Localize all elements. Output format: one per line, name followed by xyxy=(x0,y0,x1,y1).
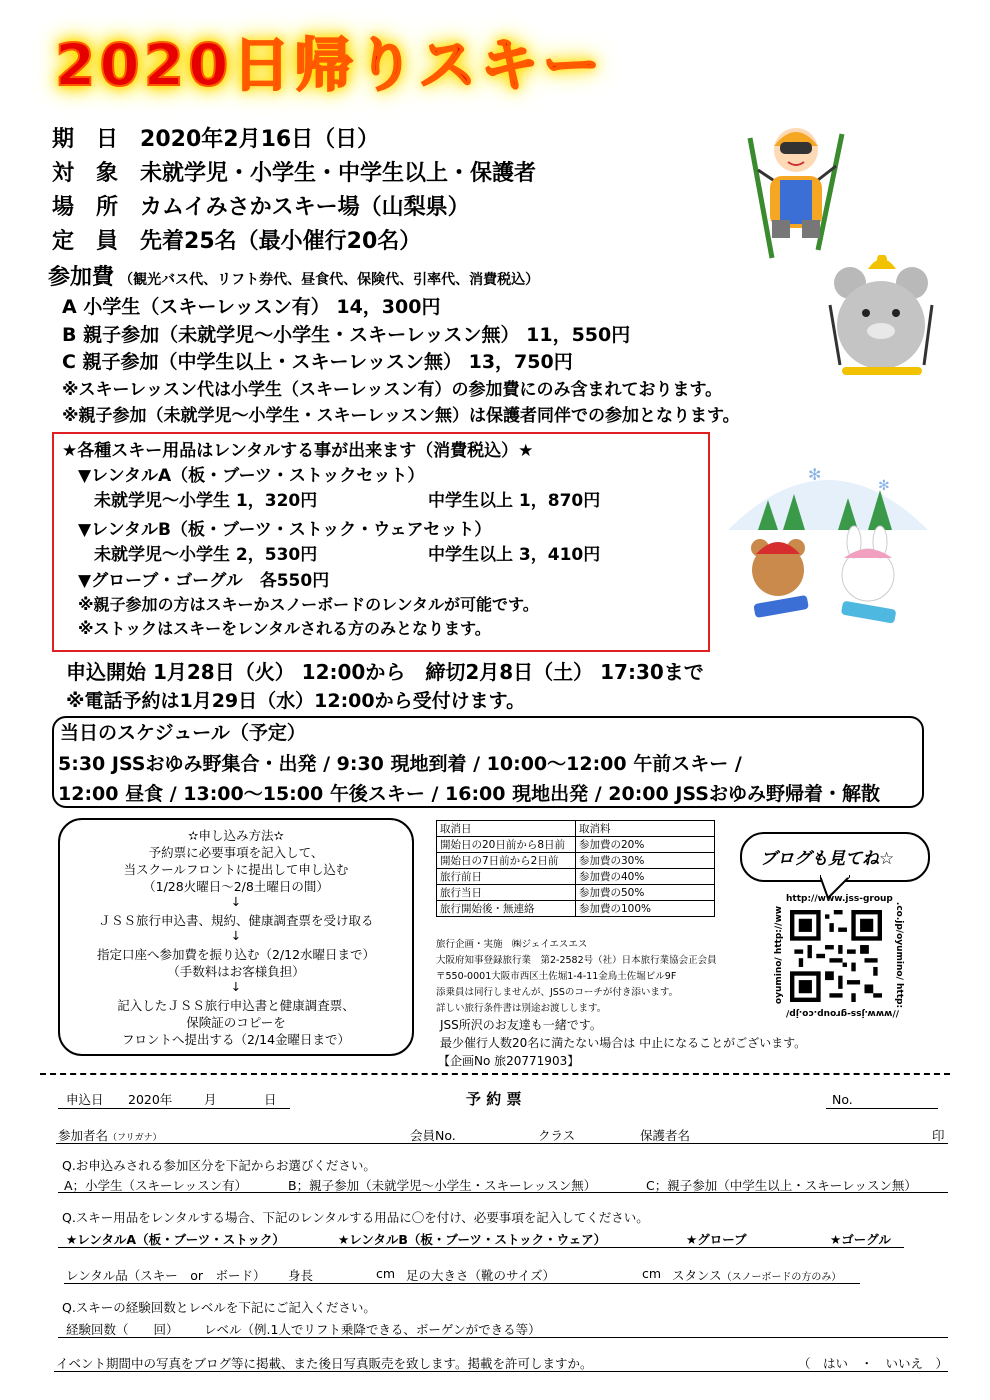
schedule-line-1: 5:30 JSSおゆみ野集合・出発 / 9:30 現地到着 / 10:00～12:00 午前スキー / xyxy=(58,753,742,775)
rental-a-title: ▼レンタルA（板・ブーツ・ストックセット） xyxy=(78,466,425,486)
table-cell: 開始日の7日前から2日前 xyxy=(437,853,576,869)
q2-option-a[interactable]: ★レンタルA（板・ブーツ・ストック） xyxy=(66,1232,285,1247)
q2-option-glove[interactable]: ★グローブ xyxy=(686,1232,747,1247)
howto-line: 保険証のコピーを xyxy=(186,1015,286,1030)
q1-line xyxy=(58,1192,948,1193)
participant-name-text: 参加者名 xyxy=(58,1128,109,1143)
table-row xyxy=(437,901,715,917)
apply-period: 申込開始 1月28日（火） 12:00から 締切2月8日（土） 17:30まで xyxy=(66,660,704,684)
seal-label: 印 xyxy=(932,1128,945,1143)
howto-title: ✫申し込み方法✫ xyxy=(188,828,284,843)
table-row xyxy=(437,853,715,869)
howto-line: 記入したＪＳＳ旅行申込書と健康調査票、 xyxy=(117,998,355,1013)
fee-label: 参加費 xyxy=(48,265,115,290)
photo-consent-choice[interactable]: （ はい ・ いいえ ） xyxy=(798,1356,949,1371)
name-row-line xyxy=(56,1143,948,1144)
apply-date-line xyxy=(58,1108,290,1109)
q1-text: Q.お申込みされる参加区分を下記からお選びください。 xyxy=(62,1158,376,1173)
q3-text: Q.スキーの経験回数とレベルを下記にご記入ください。 xyxy=(62,1300,376,1315)
table-cell: 旅行前日 xyxy=(437,869,576,885)
cancel-table xyxy=(436,820,715,917)
capacity-label: 定 員 xyxy=(52,229,119,254)
howto-line: 指定口座へ参加費を振り込む（2/12水曜日まで） xyxy=(96,947,376,962)
blog-url-bottom: //www.jss-group.co.jp/ xyxy=(786,1008,899,1018)
blog-url-right: .co.jp/oyumino/ http: xyxy=(894,901,905,1009)
howto-line: フロントへ提出する（2/14金曜日まで） xyxy=(121,1032,351,1047)
height-label: 身長 xyxy=(288,1268,314,1283)
place-value: カムイみさかスキー場（山梨県） xyxy=(140,195,470,220)
rental-b-mid: 中学生以上 3，410円 xyxy=(428,545,601,565)
capacity-row xyxy=(52,224,421,255)
fee-note: （観光バス代、リフト券代、昼食代、保険代、引率代、消費税込） xyxy=(119,272,540,288)
place-label: 場 所 xyxy=(52,195,119,220)
fee-note-2: ※親子参加（未就学児～小学生・スキーレッスン無）は保護者同伴での参加となります。 xyxy=(62,406,740,426)
table-row xyxy=(437,885,715,901)
table-cell: 参加費の20% xyxy=(576,837,715,853)
participant-name-label xyxy=(58,1126,162,1144)
class-label: クラス xyxy=(538,1128,576,1143)
q2-line xyxy=(58,1247,904,1248)
arrow-down-icon: ↓ xyxy=(230,928,242,943)
q2-option-b[interactable]: ★レンタルB（板・ブーツ・ストック・ウェア） xyxy=(338,1232,607,1247)
table-cell: 開始日の20日前から8日前 xyxy=(437,837,576,853)
svg-text:✻: ✻ xyxy=(878,478,890,494)
skier-illustration xyxy=(742,120,852,260)
apply-year: 2020年 xyxy=(128,1092,173,1107)
table-header-cell: 取消料 xyxy=(576,821,715,837)
schedule-title: 当日のスケジュール（予定） xyxy=(60,722,306,744)
rental-b-small: 未就学児～小学生 2，530円 xyxy=(94,545,318,565)
rental-note-2: ※ストックはスキーをレンタルされる方のみとなります。 xyxy=(78,619,491,638)
howto-line: 予約票に必要事項を記入して、 xyxy=(148,845,324,860)
table-cell: 参加費の100% xyxy=(576,901,715,917)
arrow-down-icon: ↓ xyxy=(230,979,242,994)
foot-size-unit: cm xyxy=(642,1266,662,1281)
level-label: レベル（例.1人でリフト乗降できる、ボーゲンができる等） xyxy=(204,1322,541,1337)
form-no-line xyxy=(826,1108,938,1109)
fee-b: B 親子参加（未就学児～小学生・スキーレッスン無） 11，550円 xyxy=(62,324,631,346)
rental-heading: ★各種スキー用品はレンタルする事が出来ます（消費税込）★ xyxy=(62,441,534,461)
fee-a: A 小学生（スキーレッスン有） 14，300円 xyxy=(62,296,441,318)
height-unit: cm xyxy=(376,1266,396,1281)
company-line: JSS所沢のお友達も一緒です。 xyxy=(440,1018,602,1032)
company-line: 最少催行人数20名に満たない場合は 中止になることがございます。 xyxy=(440,1036,807,1050)
photo-consent-text: イベント期間中の写真をブログ等に掲載、また後日写真販売を致します。掲載を許可しますか。 xyxy=(56,1356,593,1371)
mouse-illustration xyxy=(820,255,940,385)
table-header-cell: 取消日 xyxy=(437,821,576,837)
q1-option-b[interactable]: B；親子参加（未就学児～小学生・スキーレッスン無） xyxy=(288,1178,597,1193)
q1-option-c[interactable]: C；親子参加（中学生以上・スキーレッスン無） xyxy=(646,1178,917,1193)
rental-glove: ▼グローブ・ゴーグル 各550円 xyxy=(78,571,330,591)
stance-text: スタンス xyxy=(672,1268,722,1283)
member-no-label: 会員No. xyxy=(410,1128,456,1143)
table-row xyxy=(437,837,715,853)
page-title: 2020日帰りスキー xyxy=(55,31,605,99)
fee-note-1: ※スキーレッスン代は小学生（スキーレッスン有）の参加費にのみ含まれております。 xyxy=(62,380,723,400)
experience-count: 経験回数（ 回） xyxy=(66,1322,179,1337)
phone-note: ※電話予約は1月29日（水）12:00から受付けます。 xyxy=(66,690,526,712)
target-label: 対 象 xyxy=(52,161,119,186)
q3-line xyxy=(58,1337,948,1338)
company-line: 旅行企画・実施 ㈱ジェイエスエス xyxy=(436,939,588,950)
rental-detail-line xyxy=(64,1283,860,1284)
stance-label xyxy=(672,1266,841,1284)
date-label: 期 日 xyxy=(52,127,119,152)
fee-c: C 親子参加（中学生以上・スキーレッスン無） 13，750円 xyxy=(62,351,573,373)
apply-date-label: 申込日 xyxy=(66,1092,104,1107)
howto-line: ＪＳＳ旅行申込書、規約、健康調査票を受け取る xyxy=(98,913,374,928)
stance-note: （スノーボードの方のみ） xyxy=(721,1272,842,1283)
form-no: No. xyxy=(832,1092,853,1107)
rental-b-title: ▼レンタルB（板・ブーツ・ストック・ウェアセット） xyxy=(78,520,492,540)
arrow-down-icon: ↓ xyxy=(230,894,242,909)
capacity-value: 先着25名（最小催行20名） xyxy=(140,229,422,254)
table-header-row xyxy=(437,821,715,837)
target-value: 未就学児・小学生・中学生以上・保護者 xyxy=(140,161,537,186)
blog-bubble-text: ブログも見てね☆ xyxy=(760,849,895,869)
table-cell: 参加費の50% xyxy=(576,885,715,901)
company-line: 〒550-0001大阪市西区土佐堀1-4-11金鳥土佐堀ビル9F xyxy=(436,971,677,982)
howto-line: （1/28火曜日～2/8土曜日の間） xyxy=(143,879,329,894)
table-cell: 旅行開始後・無連絡 xyxy=(437,901,576,917)
plan-number: 【企画No 旅20771903】 xyxy=(438,1054,580,1068)
table-row xyxy=(437,869,715,885)
company-line: 添乗員は同行しませんが、JSSのコーチが付き添います。 xyxy=(436,987,679,998)
date-value: 2020年2月16日（日） xyxy=(140,127,380,152)
place-row xyxy=(52,190,470,221)
rental-a-mid: 中学生以上 1，870円 xyxy=(428,491,601,511)
date-row xyxy=(52,122,379,153)
table-cell: 参加費の40% xyxy=(576,869,715,885)
cut-line xyxy=(40,1073,950,1075)
company-line: 詳しい旅行条件書は別途お渡しします。 xyxy=(436,1003,607,1014)
q1-option-a[interactable]: A；小学生（スキーレッスン有） xyxy=(64,1178,248,1193)
svg-text:✻: ✻ xyxy=(808,465,822,484)
blog-url-top: http://www.jss-group xyxy=(786,894,893,904)
qr-code-icon[interactable] xyxy=(790,910,882,1002)
photo-consent-line xyxy=(54,1371,948,1372)
rental-item-label: レンタル品（スキー or ボード） xyxy=(66,1268,266,1283)
howto-line: 当スクールフロントに提出して申し込む xyxy=(123,862,349,877)
form-title: 予 約 票 xyxy=(466,1090,522,1108)
winter-scene-illustration xyxy=(728,450,928,640)
how-to-apply-box xyxy=(58,818,414,1056)
rental-note-1: ※親子参加の方はスキーかスノーボードのレンタルが可能です。 xyxy=(78,595,539,614)
foot-size-label: 足の大きさ（靴のサイズ） xyxy=(406,1268,556,1283)
q2-option-goggle[interactable]: ★ゴーグル xyxy=(830,1232,891,1247)
apply-month: 月 xyxy=(204,1092,217,1107)
howto-line: （手数料はお客様負担） xyxy=(167,964,305,979)
fee-row xyxy=(48,260,539,291)
q2-text: Q.スキー用品をレンタルする場合、下記のレンタルする用品に〇を付け、必要事項を記入してください。 xyxy=(62,1210,649,1225)
rental-a-small: 未就学児～小学生 1，320円 xyxy=(94,491,318,511)
participant-kana: （フリガナ） xyxy=(108,1133,162,1143)
table-cell: 旅行当日 xyxy=(437,885,576,901)
guardian-label: 保護者名 xyxy=(640,1128,691,1143)
table-cell: 参加費の30% xyxy=(576,853,715,869)
blog-url-left: oyumino/ http://ww xyxy=(774,905,785,1005)
apply-day: 日 xyxy=(264,1092,277,1107)
target-row xyxy=(52,156,536,187)
schedule-line-2: 12:00 昼食 / 13:00～15:00 午後スキー / 16:00 現地出発 / 20:00 JSSおゆみ野帰着・解散 xyxy=(58,783,880,805)
company-line: 大阪府知事登録旅行業 第2-2582号（社）日本旅行業協会正会員 xyxy=(436,955,717,966)
